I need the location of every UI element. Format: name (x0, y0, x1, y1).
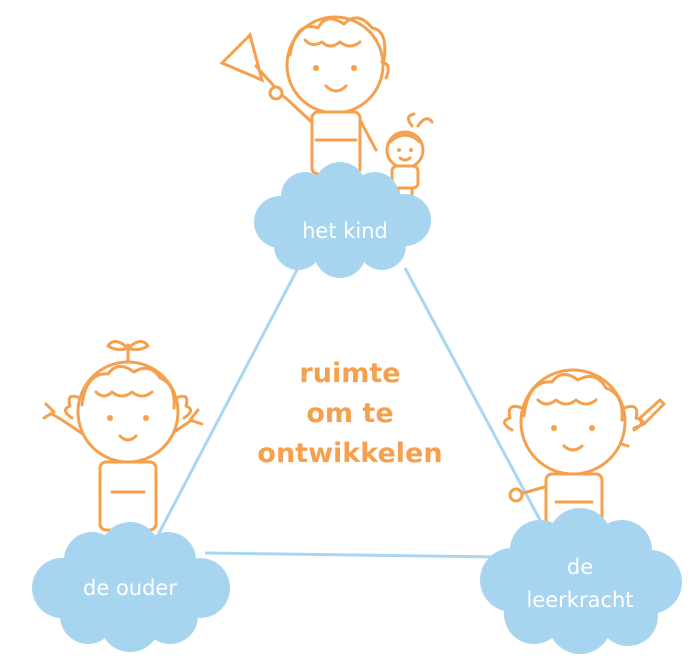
center-text-line-3: ontwikkelen (257, 438, 443, 469)
cloud-right (480, 508, 682, 654)
connector-top-left (158, 268, 298, 535)
node-label-de-ouder: de ouder (83, 576, 177, 600)
center-text (257, 358, 442, 469)
node-label-leerkracht: leerkracht (526, 588, 634, 612)
node-label-het-kind: het kind (302, 219, 388, 243)
center-text-line-1: ruimte (299, 358, 401, 389)
node-label-de: de (566, 555, 594, 579)
connector-left-right (205, 553, 498, 557)
center-text-line-2: om te (306, 398, 394, 429)
child-with-butterfly-net-icon (222, 17, 388, 192)
child-waving-arms-icon (44, 341, 202, 550)
